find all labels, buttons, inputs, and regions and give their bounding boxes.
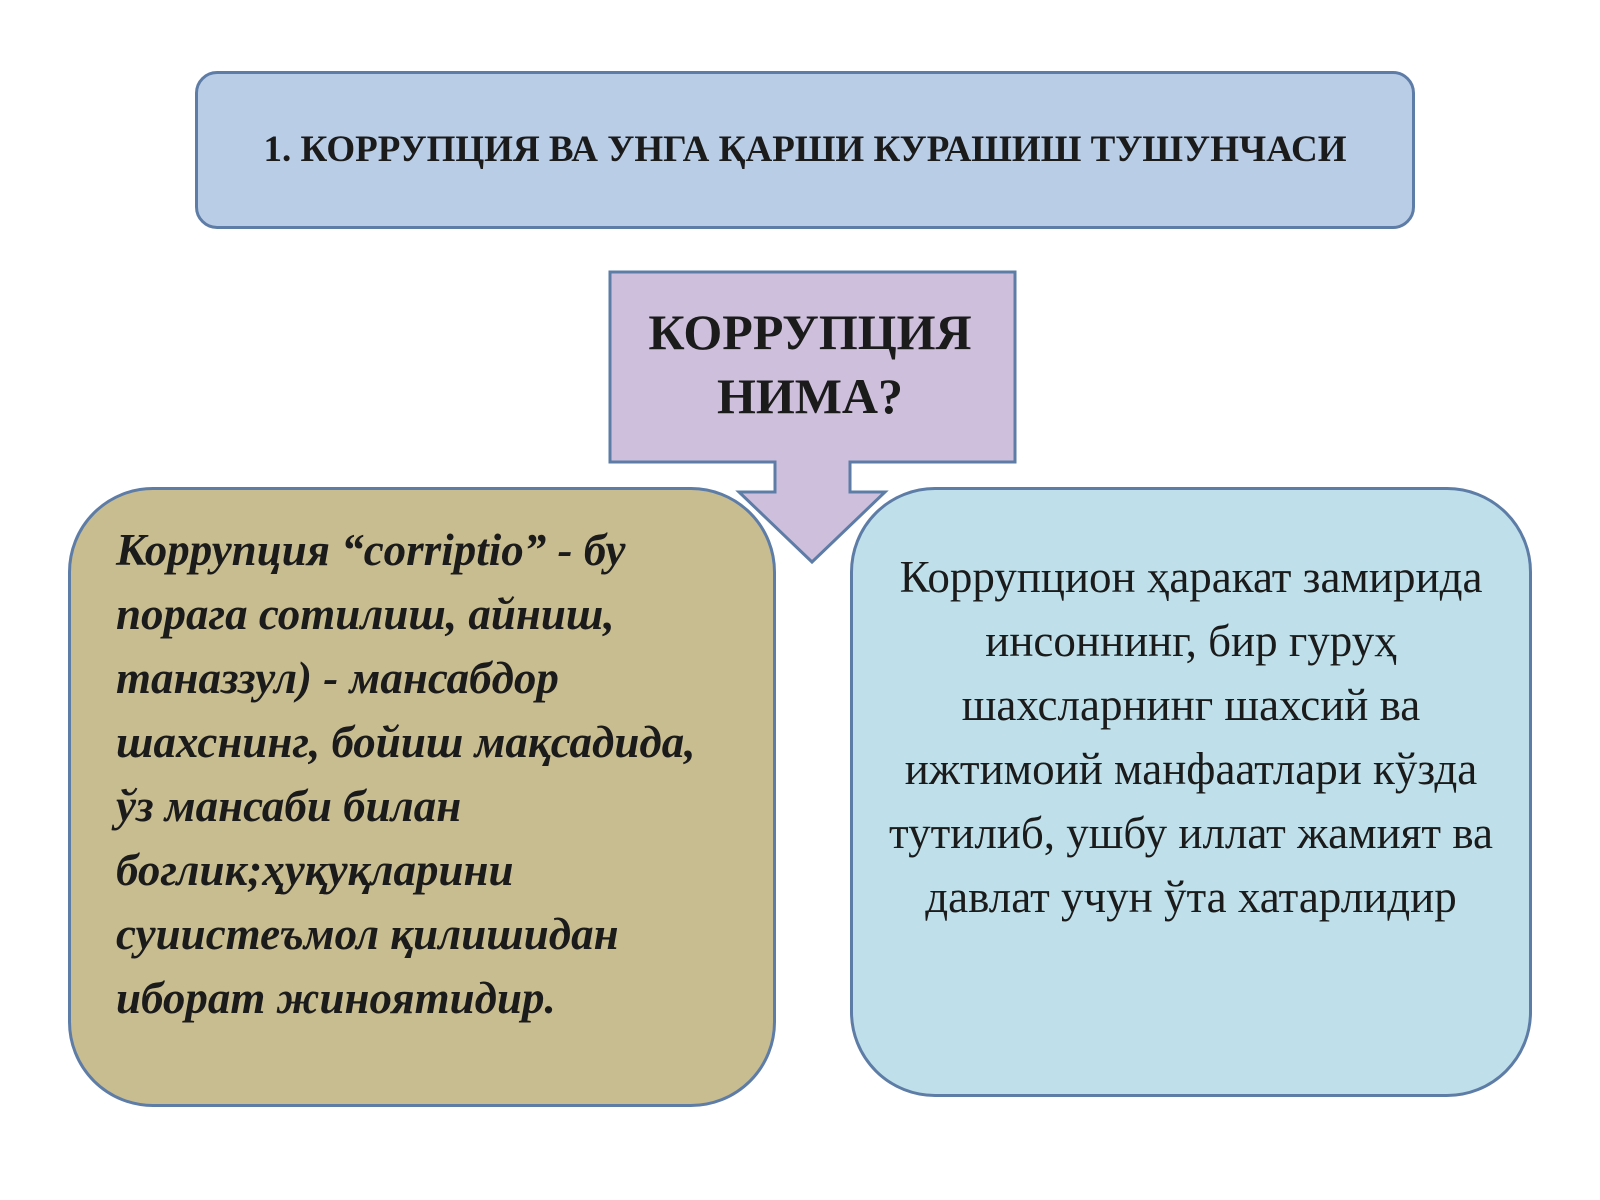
title-text: 1. КОРРУПЦИЯ ВА УНГА ҚАРШИ КУРАШИШ ТУШУНЧАСИ <box>263 129 1347 170</box>
definition-box <box>68 487 776 1107</box>
description-text: Коррупцион ҳаракат замирида инсоннинг, бир гуруҳ шахсларнинг шахсий ва ижтимоий манфаатлари кўзда тутилиб, ушбу иллат жамият ва давлат учун ўта хатарлидир <box>889 552 1493 922</box>
description-box <box>850 487 1532 1097</box>
definition-text: Коррупция “corriptio” - бу порага сотилиш, айниш, таназзул) - мансабдор шахснинг, бойиш мақсадида, ўз мансаби билан боглик;ҳуқуқларини суиистеъмол қилишидан иборат жиноятидир. <box>116 525 696 1023</box>
question-text: КОРРУПЦИЯ НИМА? <box>648 304 972 424</box>
